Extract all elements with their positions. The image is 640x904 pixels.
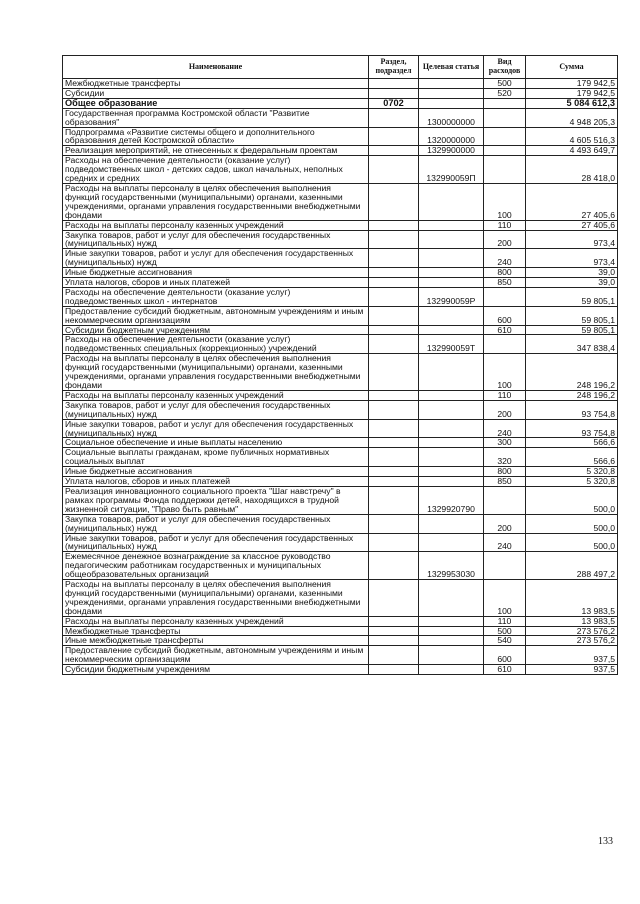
cell-name: Межбюджетные трансферты	[63, 79, 369, 89]
table-row	[63, 268, 618, 278]
cell-amount: 59 805,1	[526, 287, 618, 306]
cell-name: Расходы на обеспечение деятельности (оказание услуг) подведомственных школ - интернатов	[63, 287, 369, 306]
cell-type: 600	[484, 306, 526, 325]
table-row	[63, 419, 618, 438]
cell-name: Закупка товаров, работ и услуг для обеспечения государственных (муниципальных) нужд	[63, 514, 369, 533]
cell-section	[369, 533, 419, 552]
cell-name: Уплата налогов, сборов и иных платежей	[63, 477, 369, 487]
header-type: Вид расходов	[484, 56, 526, 79]
table-header-row	[63, 56, 618, 79]
table-row	[63, 390, 618, 400]
cell-name: Расходы на выплаты персоналу казенных учреждений	[63, 390, 369, 400]
cell-section	[369, 268, 419, 278]
table-row	[63, 514, 618, 533]
cell-name: Ежемесячное денежное вознаграждение за классное руководство педагогическим работникам государственных и муниципальных общеобразовательных организаций	[63, 552, 369, 580]
cell-section	[369, 88, 419, 98]
header-amount: Сумма	[526, 56, 618, 79]
cell-type: 110	[484, 390, 526, 400]
cell-type: 800	[484, 467, 526, 477]
cell-name: Реализация мероприятий, не отнесенных к федеральным проектам	[63, 146, 369, 156]
cell-target	[419, 467, 484, 477]
cell-type: 100	[484, 354, 526, 391]
cell-type	[484, 156, 526, 184]
cell-name: Иные межбюджетные трансферты	[63, 636, 369, 646]
cell-amount: 179 942,5	[526, 79, 618, 89]
cell-amount: 27 405,6	[526, 220, 618, 230]
cell-target	[419, 183, 484, 220]
cell-name: Субсидии	[63, 88, 369, 98]
cell-type: 200	[484, 400, 526, 419]
table-row	[63, 486, 618, 514]
cell-type: 110	[484, 220, 526, 230]
cell-target	[419, 438, 484, 448]
cell-section	[369, 230, 419, 249]
cell-target	[419, 88, 484, 98]
cell-type: 240	[484, 533, 526, 552]
table-row	[63, 646, 618, 665]
cell-target	[419, 306, 484, 325]
table-row	[63, 183, 618, 220]
cell-target	[419, 616, 484, 626]
table-row	[63, 354, 618, 391]
cell-section	[369, 127, 419, 146]
cell-section	[369, 183, 419, 220]
cell-name: Иные бюджетные ассигнования	[63, 467, 369, 477]
cell-amount: 248 196,2	[526, 390, 618, 400]
cell-type: 200	[484, 230, 526, 249]
table-row	[63, 448, 618, 467]
cell-type: 520	[484, 88, 526, 98]
cell-section	[369, 448, 419, 467]
cell-section	[369, 156, 419, 184]
cell-type	[484, 486, 526, 514]
cell-name: Закупка товаров, работ и услуг для обеспечения государственных (муниципальных) нужд	[63, 230, 369, 249]
cell-section	[369, 400, 419, 419]
cell-amount: 39,0	[526, 278, 618, 288]
cell-amount: 5 320,8	[526, 467, 618, 477]
cell-section	[369, 419, 419, 438]
cell-target	[419, 98, 484, 108]
cell-name: Предоставление субсидий бюджетным, автономным учреждениям и иным некоммерческим организациям	[63, 306, 369, 325]
cell-amount: 500,0	[526, 514, 618, 533]
cell-section	[369, 79, 419, 89]
table-row	[63, 230, 618, 249]
cell-amount: 93 754,8	[526, 419, 618, 438]
cell-amount: 973,4	[526, 249, 618, 268]
cell-amount: 179 942,5	[526, 88, 618, 98]
cell-target	[419, 79, 484, 89]
cell-name: Государственная программа Костромской области "Развитие образования"	[63, 108, 369, 127]
cell-target	[419, 249, 484, 268]
cell-target: 132990059Т	[419, 335, 484, 354]
table-body	[63, 79, 618, 675]
cell-section	[369, 146, 419, 156]
cell-type: 100	[484, 183, 526, 220]
cell-name: Иные закупки товаров, работ и услуг для обеспечения государственных (муниципальных) нужд	[63, 249, 369, 268]
cell-amount: 937,5	[526, 665, 618, 675]
cell-name: Межбюджетные трансферты	[63, 626, 369, 636]
cell-name: Реализация инновационного социального проекта "Шаг навстречу" в рамках программы Фонда поддержки детей, находящихся в трудной жизненной ситуации, "Право быть равным"	[63, 486, 369, 514]
cell-target: 1300000000	[419, 108, 484, 127]
table-row	[63, 88, 618, 98]
cell-amount: 973,4	[526, 230, 618, 249]
cell-section	[369, 467, 419, 477]
cell-target	[419, 400, 484, 419]
cell-section	[369, 636, 419, 646]
cell-amount: 937,5	[526, 646, 618, 665]
cell-amount: 59 805,1	[526, 325, 618, 335]
cell-type: 500	[484, 626, 526, 636]
cell-section	[369, 220, 419, 230]
cell-type: 240	[484, 419, 526, 438]
table-row	[63, 220, 618, 230]
cell-type	[484, 146, 526, 156]
table-row	[63, 626, 618, 636]
cell-section	[369, 626, 419, 636]
cell-amount: 273 576,2	[526, 636, 618, 646]
cell-target	[419, 636, 484, 646]
cell-section	[369, 335, 419, 354]
cell-target	[419, 448, 484, 467]
cell-section	[369, 354, 419, 391]
cell-target: 132990059Р	[419, 287, 484, 306]
cell-section	[369, 438, 419, 448]
table-row	[63, 580, 618, 617]
cell-amount: 500,0	[526, 486, 618, 514]
cell-section	[369, 325, 419, 335]
cell-type: 540	[484, 636, 526, 646]
cell-target: 1329953030	[419, 552, 484, 580]
cell-target	[419, 665, 484, 675]
cell-name: Социальные выплаты гражданам, кроме публичных нормативных социальных выплат	[63, 448, 369, 467]
table-row	[63, 325, 618, 335]
cell-target	[419, 390, 484, 400]
cell-target	[419, 580, 484, 617]
cell-amount: 248 196,2	[526, 354, 618, 391]
cell-target: 1329920790	[419, 486, 484, 514]
cell-amount: 566,6	[526, 438, 618, 448]
header-name: Наименование	[63, 56, 369, 79]
cell-name: Расходы на обеспечение деятельности (оказание услуг) подведомственных школ - детских садов, школ начальных, неполных средних и средних	[63, 156, 369, 184]
header-target: Целевая статья	[419, 56, 484, 79]
cell-section	[369, 306, 419, 325]
cell-target	[419, 278, 484, 288]
table-row	[63, 467, 618, 477]
cell-target	[419, 220, 484, 230]
cell-target: 1320000000	[419, 127, 484, 146]
cell-target	[419, 533, 484, 552]
table-row	[63, 156, 618, 184]
header-section: Раздел, подраздел	[369, 56, 419, 79]
cell-amount: 4 493 649,7	[526, 146, 618, 156]
cell-type: 500	[484, 79, 526, 89]
cell-name: Расходы на обеспечение деятельности (оказание услуг) подведомственных специальных (коррекционных) учреждений	[63, 335, 369, 354]
cell-section	[369, 486, 419, 514]
cell-type	[484, 552, 526, 580]
table-row	[63, 400, 618, 419]
cell-target: 132990059П	[419, 156, 484, 184]
cell-type: 610	[484, 325, 526, 335]
table-row	[63, 665, 618, 675]
cell-type	[484, 108, 526, 127]
cell-type: 110	[484, 616, 526, 626]
cell-target	[419, 325, 484, 335]
cell-name: Иные закупки товаров, работ и услуг для обеспечения государственных (муниципальных) нужд	[63, 419, 369, 438]
cell-amount: 13 983,5	[526, 580, 618, 617]
cell-target	[419, 514, 484, 533]
cell-type: 800	[484, 268, 526, 278]
cell-amount: 273 576,2	[526, 626, 618, 636]
cell-type: 850	[484, 278, 526, 288]
cell-name: Расходы на выплаты персоналу в целях обеспечения выполнения функций государственными (муниципальными) органами, казенными учреждениями, органами управления государственными внебюджетными фондами	[63, 183, 369, 220]
cell-section	[369, 287, 419, 306]
cell-amount: 93 754,8	[526, 400, 618, 419]
table-row	[63, 616, 618, 626]
cell-target	[419, 230, 484, 249]
cell-amount: 28 418,0	[526, 156, 618, 184]
cell-name: Расходы на выплаты персоналу в целях обеспечения выполнения функций государственными (муниципальными) органами, казенными учреждениями, органами управления государственными внебюджетными фондами	[63, 354, 369, 391]
cell-amount: 59 805,1	[526, 306, 618, 325]
cell-amount: 39,0	[526, 268, 618, 278]
cell-name: Общее образование	[63, 98, 369, 108]
cell-amount: 566,6	[526, 448, 618, 467]
cell-amount: 4 948 205,3	[526, 108, 618, 127]
cell-target	[419, 419, 484, 438]
cell-amount: 4 605 516,3	[526, 127, 618, 146]
cell-amount: 288 497,2	[526, 552, 618, 580]
cell-section	[369, 278, 419, 288]
cell-type: 100	[484, 580, 526, 617]
cell-type: 240	[484, 249, 526, 268]
cell-name: Расходы на выплаты персоналу казенных учреждений	[63, 616, 369, 626]
cell-type	[484, 127, 526, 146]
cell-amount: 5 084 612,3	[526, 98, 618, 108]
cell-section	[369, 616, 419, 626]
cell-type: 850	[484, 477, 526, 487]
table-row	[63, 438, 618, 448]
table-row	[63, 98, 618, 108]
cell-name: Социальное обеспечение и иные выплаты населению	[63, 438, 369, 448]
budget-table	[62, 55, 618, 675]
cell-section	[369, 108, 419, 127]
table-row	[63, 127, 618, 146]
table-row	[63, 306, 618, 325]
cell-name: Расходы на выплаты персоналу в целях обеспечения выполнения функций государственными (муниципальными) органами, казенными учреждениями, органами управления государственными внебюджетными фондами	[63, 580, 369, 617]
table-row	[63, 249, 618, 268]
cell-name: Иные бюджетные ассигнования	[63, 268, 369, 278]
cell-type	[484, 287, 526, 306]
cell-section	[369, 514, 419, 533]
cell-amount: 500,0	[526, 533, 618, 552]
cell-section	[369, 477, 419, 487]
cell-target	[419, 646, 484, 665]
cell-name: Закупка товаров, работ и услуг для обеспечения государственных (муниципальных) нужд	[63, 400, 369, 419]
table-row	[63, 552, 618, 580]
cell-amount: 27 405,6	[526, 183, 618, 220]
cell-section	[369, 580, 419, 617]
cell-amount: 5 320,8	[526, 477, 618, 487]
cell-target	[419, 477, 484, 487]
cell-type: 600	[484, 646, 526, 665]
page-number: 133	[598, 836, 613, 847]
cell-name: Иные закупки товаров, работ и услуг для обеспечения государственных (муниципальных) нужд	[63, 533, 369, 552]
table-row	[63, 335, 618, 354]
table-row	[63, 108, 618, 127]
cell-section	[369, 249, 419, 268]
cell-type: 610	[484, 665, 526, 675]
table-row	[63, 146, 618, 156]
cell-name: Уплата налогов, сборов и иных платежей	[63, 278, 369, 288]
table-row	[63, 533, 618, 552]
table-row	[63, 278, 618, 288]
cell-name: Подпрограмма «Развитие системы общего и дополнительного образования детей Костромской области»	[63, 127, 369, 146]
table-row	[63, 477, 618, 487]
table-row	[63, 287, 618, 306]
cell-type: 300	[484, 438, 526, 448]
cell-section: 0702	[369, 98, 419, 108]
cell-amount: 347 838,4	[526, 335, 618, 354]
cell-section	[369, 390, 419, 400]
cell-type	[484, 98, 526, 108]
cell-section	[369, 552, 419, 580]
cell-target: 1329900000	[419, 146, 484, 156]
cell-target	[419, 354, 484, 391]
cell-amount: 13 983,5	[526, 616, 618, 626]
cell-type: 320	[484, 448, 526, 467]
cell-name: Субсидии бюджетным учреждениям	[63, 665, 369, 675]
cell-target	[419, 268, 484, 278]
cell-name: Субсидии бюджетным учреждениям	[63, 325, 369, 335]
cell-type	[484, 335, 526, 354]
cell-section	[369, 665, 419, 675]
cell-target	[419, 626, 484, 636]
table-row	[63, 79, 618, 89]
table-row	[63, 636, 618, 646]
cell-type: 200	[484, 514, 526, 533]
cell-name: Предоставление субсидий бюджетным, автономным учреждениям и иным некоммерческим организациям	[63, 646, 369, 665]
cell-section	[369, 646, 419, 665]
cell-name: Расходы на выплаты персоналу казенных учреждений	[63, 220, 369, 230]
